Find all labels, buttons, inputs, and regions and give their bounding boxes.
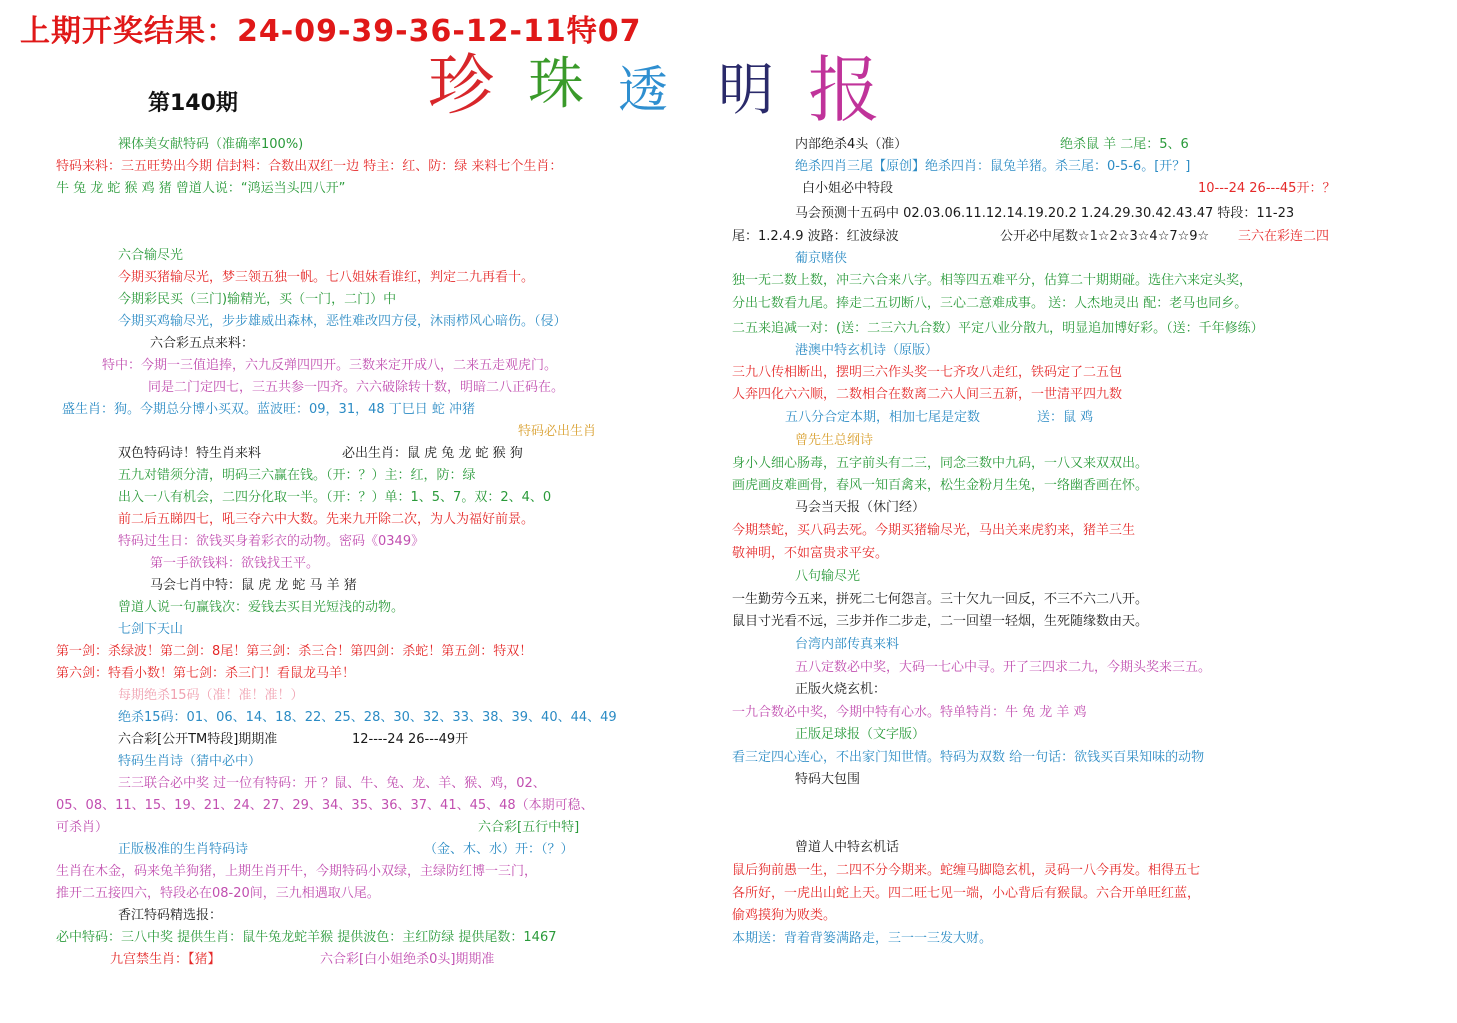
left-line: 每期绝杀15码（准！准！准！）	[118, 688, 304, 703]
section-heading: 曾道人中特玄机话	[795, 840, 900, 855]
section-heading: 六合输尽光	[118, 248, 184, 263]
left-line: 正版极准的生肖特码诗	[118, 842, 249, 857]
left-line: 双色特码诗！特生肖来料	[118, 446, 262, 461]
right-line: 绝杀四肖三尾【原创】绝杀四肖：鼠兔羊猪。杀三尾：0-5-6。[开？]	[795, 159, 1191, 174]
right-line: 鼠后狗前愚一生，二四不分今期来。蛇缠马脚隐玄机，灵码一八今再发。相得五七	[732, 863, 1201, 878]
left-line: 今期买鸡输尽光，步步雄威出森林，恶性难改四方侵，沐雨栉风心暗伤。（侵）	[118, 314, 567, 329]
left-line: 马会七肖中特：鼠 虎 龙 蛇 马 羊 猪	[150, 578, 357, 593]
right-line: 公开必中尾数☆1☆2☆3☆4☆7☆9☆	[1000, 229, 1210, 244]
left-line: 必中特码：三八中奖 提供生肖：鼠牛兔龙蛇羊猴 提供波色：主红防绿 提供尾数：1467	[56, 930, 557, 945]
right-line: 一生勤劳今五来，拼死二七何怨言。三十欠九一回反，不三不六二八开。	[732, 592, 1149, 607]
left-line: 六合彩[公开TM特段]期期准	[118, 732, 278, 747]
right-line: 白小姐必中特段	[802, 181, 894, 196]
right-line: 今期禁蛇，买八码去死。今期买猪输尽光，马出关来虎豹来，猪羊三生	[732, 523, 1136, 538]
section-heading: 特码大包围	[795, 772, 861, 787]
left-line: 特中：今期一三值追捧，六九反弹四四开。三数来定开成八，二来五走观虎门。	[102, 358, 558, 373]
left-line: 生肖在木金，码来兔羊狗猪，上期生肖开牛，今期特码小双绿，主绿防红博一三门，	[56, 864, 538, 879]
right-line: 尾：1.2.4.9 波路：红波绿波	[732, 229, 899, 244]
masthead-char-1: 珍	[428, 47, 494, 124]
left-line: 05、08、11、15、19、21、24、27、29、34、35、36、37、41、45、48（本期可稳、	[56, 798, 594, 813]
left-line: 今期彩民买（三门)输精光，买（一门，二门）中	[118, 292, 397, 307]
masthead-char-2: 珠	[528, 52, 584, 117]
left-line: 第六剑：特看小数！第七剑：杀三门！看鼠龙马羊！	[56, 666, 356, 681]
masthead-char-4: 明	[718, 58, 774, 123]
right-line: 鼠目寸光看不远，三步并作二步走，二一回望一轻烟，生死随缘数由天。	[732, 614, 1149, 629]
right-line: 三六在彩连二四	[1238, 229, 1330, 244]
right-line: 敬神明，不如富贵求平安。	[732, 546, 889, 561]
right-line: 看三定四心连心，不出家门知世情。特码为双数 给一句话：欲钱买百果知味的动物	[732, 750, 1205, 765]
left-line: 可杀肖）	[56, 820, 109, 835]
left-line: 绝杀15码：01、06、14、18、22、25、28、30、32、33、38、39、40、44、49	[118, 710, 617, 725]
section-heading: 正版足球报（文字版）	[795, 727, 926, 742]
right-line: 分出七数看九尾。捧走二五切断八，三心二意难成事。 送：人杰地灵出 配：老马也同乡。	[732, 296, 1248, 311]
left-line: 推开二五接四六，特段必在08-20间，三九相遇取八尾。	[56, 886, 380, 901]
left-line: 前二后五睇四七，吼三夺六中大数。先来九开除二次，为人为福好前景。	[118, 512, 535, 527]
left-line: 特码必出生肖	[518, 424, 597, 439]
right-line: 二五来追减一对：(送：二三六九合数）平定八业分散九，明显追加博好彩。（送：千年修练）	[732, 321, 1264, 336]
left-line: 特码过生日：欲钱买身着彩衣的动物。密码《0349》	[118, 534, 425, 549]
left-line: 三三联合必中奖 过一位有特码：开 ？鼠、牛、兔、龙、羊、猴、鸡，02、	[118, 776, 546, 791]
left-line: 第一手欲钱料：欲钱找王平。	[150, 556, 320, 571]
right-line: 五八定数必中奖，大码一七心中寻。开了三四求二九，今期头奖来三五。	[795, 660, 1212, 675]
left-line: 牛 兔 龙 蛇 猴 鸡 猪 曾道人说：“鸿运当头四八开”	[56, 181, 346, 196]
left-line: 第一剑：杀绿波！第二剑：8尾！第三剑：杀三合！第四剑：杀蛇！第五剑：特双！	[56, 644, 533, 659]
left-line: 特码来料：三五旺势出今期 信封料：合数出双红一边 特主：红、防：绿 来料七个生肖：	[56, 159, 563, 174]
left-line: 今期买猪输尽光，梦三领五独一帆。七八姐妹看谁红，判定二九再看十。	[118, 270, 535, 285]
right-line: 独一无二数上数，冲三六合来八字。相等四五难平分，估算二十期期碰。选住六来定头奖，	[732, 273, 1253, 288]
right-line: 内部绝杀4头（准）	[795, 137, 908, 152]
section-heading: 台湾内部传真来料	[795, 637, 900, 652]
right-line: 五八分合定本期，相加七尾是定数	[785, 410, 981, 425]
right-line: 10---24 26---45开：？	[1198, 181, 1336, 196]
left-line: 必出生肖：鼠 虎 兔 龙 蛇 猴 狗	[342, 446, 523, 461]
section-heading: 六合彩五点来料：	[150, 336, 255, 351]
left-line: 六合彩[白小姐绝杀0头]期期准	[320, 952, 495, 967]
right-line: 身小人细心肠毒，五字前头有二三，同念三数中九码，一八又来双双出。	[732, 456, 1149, 471]
right-line: 偷鸡摸狗为败类。	[732, 908, 837, 923]
section-heading: 八句输尽光	[795, 569, 861, 584]
last-result-banner: 上期开奖结果：24-09-39-36-12-11特07	[20, 14, 642, 49]
left-line: 特码生肖诗（猜中必中）	[118, 754, 262, 769]
masthead-char-3: 透	[618, 61, 668, 119]
right-line: 马会预测十五码中 02.03.06.11.12.14.19.20.2 1.24.29.30.42.43.47 特段：11-23	[795, 206, 1295, 221]
section-heading: 正版火烧玄机：	[795, 682, 887, 697]
section-heading: 七剑下天山	[118, 622, 184, 637]
section-heading: 港澳中特玄机诗（原版）	[795, 343, 939, 358]
left-line: 九宫禁生肖：【猪】	[110, 952, 221, 967]
issue-number: 第140期	[148, 91, 238, 116]
right-line: 绝杀鼠 羊 二尾：5、6	[1060, 137, 1189, 152]
right-line: 本期送：背着背篓满路走，三一一三发大财。	[732, 931, 993, 946]
left-line: 出入一八有机会，二四分化取一半。（开：？）单：1、5、7。双：2、4、0	[118, 490, 552, 505]
right-line: 送：鼠 鸡	[1037, 410, 1094, 425]
section-heading: 马会当天报（休门经）	[795, 500, 926, 515]
right-line: 一九合数必中奖，今期中特有心水。特单特肖：牛 兔 龙 羊 鸡	[732, 705, 1087, 720]
left-line: 盛生肖：狗。今期总分博小买双。蓝波旺：09，31，48 丁巳日 蛇 冲猪	[62, 402, 476, 417]
right-line: 三九八传相断出，摆明三六作头奖一七齐攻八走红，铁码定了二五包	[732, 365, 1123, 380]
left-line: 裸体美女献特码（准确率100%)	[118, 137, 304, 152]
right-line: 画虎画皮难画骨，春风一知百禽来，松生金粉月生兔，一络幽香画在怀。	[732, 478, 1149, 493]
left-line: 曾道人说一句赢钱次：爱钱去买目光短浅的动物。	[118, 600, 405, 615]
left-line: 六合彩[五行中特]	[478, 820, 580, 835]
right-line: 人奔四化六六顺，二数相合在数离二六人间三五新，一世清平四九数	[732, 387, 1123, 402]
right-line: 各所好，一虎出山蛇上天。四二旺七见一端，小心背后有猴鼠。六合开单旺红蓝，	[732, 886, 1201, 901]
left-line: 香江特码精选报：	[118, 908, 223, 923]
left-line: （金、木、水）开：（？）	[424, 842, 574, 857]
left-line: 12----24 26---49开	[352, 732, 469, 747]
section-heading: 葡京赌侠	[795, 251, 848, 266]
left-line: 同是二门定四七，三五共参一四齐。六六破除转十数，明暗二八正码在。	[148, 380, 565, 395]
section-heading: 曾先生总纲诗	[795, 433, 874, 448]
masthead-char-5: 报	[808, 48, 881, 132]
left-line: 五九对错须分清，明码三六赢在钱。（开：？）主：红，防：绿	[118, 468, 476, 483]
